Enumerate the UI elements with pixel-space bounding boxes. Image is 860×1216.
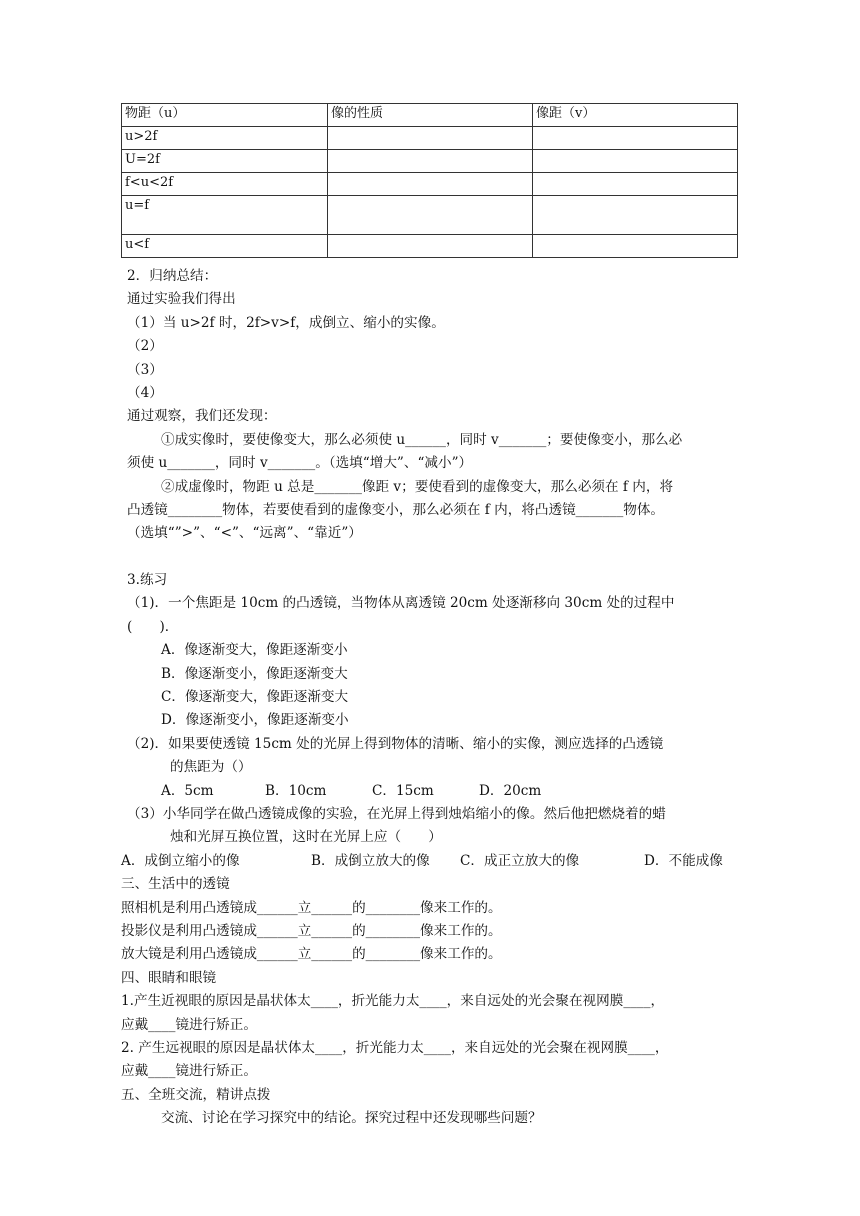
observation-1-line: ①成实像时，要使像变大，那么必须使 u______，同时 v_______；要使像变小，那么必 bbox=[161, 431, 683, 448]
table-cell: U=2f bbox=[122, 150, 328, 173]
summary-item: （3） bbox=[127, 361, 163, 378]
myopia-line: 1.产生近视眼的原因是晶状体太____，折光能力太____，来自远处的光会聚在视网膜____， bbox=[121, 993, 665, 1010]
practice-heading: 3.练习 bbox=[127, 571, 168, 588]
table-cell: u>2f bbox=[122, 127, 328, 150]
section-5-heading: 五、全班交流，精讲点拨 bbox=[121, 1086, 271, 1103]
observe-heading: 通过观察，我们还发现： bbox=[127, 408, 277, 425]
table-cell bbox=[533, 173, 738, 196]
question-2-option: B．10cm bbox=[265, 782, 327, 799]
question-1-stem: （1)．一个焦距是 10cm 的凸透镜，当物体从离透镜 20cm 处逐渐移向 30cm 处的过程中 bbox=[127, 595, 675, 612]
observation-2-line: （选填“”>”、“<”、“远离”、“靠近”） bbox=[127, 525, 362, 542]
lens-imaging-table bbox=[121, 103, 738, 258]
myopia-line: 应戴____镜进行矫正。 bbox=[121, 1016, 257, 1033]
lens-use-line: 投影仪是利用凸透镜成______立______的________像来工作的。 bbox=[121, 922, 502, 939]
table-row bbox=[122, 235, 738, 258]
summary-item: （2） bbox=[127, 338, 163, 355]
header-object-distance: 物距（u） bbox=[122, 104, 328, 127]
table-row bbox=[122, 150, 738, 173]
header-image-distance: 像距（v） bbox=[533, 104, 738, 127]
question-2-stem: （2)．如果要使透镜 15cm 处的光屏上得到物体的清晰、缩小的实像，测应选择的凸透镜 bbox=[127, 735, 664, 752]
lens-use-line: 照相机是利用凸透镜成______立______的________像来工作的。 bbox=[121, 899, 502, 916]
table-cell bbox=[328, 196, 533, 235]
table-cell bbox=[328, 173, 533, 196]
table-cell bbox=[533, 127, 738, 150]
summary-heading: 2．归纳总结： bbox=[127, 268, 218, 284]
question-3-options bbox=[121, 850, 747, 873]
spacer bbox=[127, 546, 747, 569]
hyperopia-line: 应戴____镜进行矫正。 bbox=[121, 1063, 257, 1080]
document-body bbox=[121, 265, 747, 1131]
summary-item: （4） bbox=[127, 385, 163, 402]
question-2-option: C．15cm bbox=[372, 782, 434, 799]
observation-2-line: ②成虚像时，物距 u 总是_______像距 v；要使看到的虚像变大，那么必须在 f 内，将 bbox=[161, 478, 674, 495]
table-row bbox=[122, 196, 738, 235]
table-cell: f<u<2f bbox=[122, 173, 328, 196]
table-cell bbox=[533, 196, 738, 235]
section-4-heading: 四、眼睛和眼镜 bbox=[121, 969, 217, 986]
question-3-option: C．成正立放大的像 bbox=[460, 852, 580, 869]
question-1-option: A．像逐渐变大，像距逐渐变小 bbox=[161, 642, 348, 659]
table-cell bbox=[328, 235, 533, 258]
question-1-stem: ( )． bbox=[127, 618, 179, 635]
question-1-option: B．像逐渐变小，像距逐渐变大 bbox=[161, 665, 348, 682]
question-3-stem: （3）小华同学在做凸透镜成像的实验，在光屏上得到烛焰缩小的像。然后他把燃烧着的蜡 bbox=[127, 805, 666, 822]
question-3-stem: 烛和光屏互换位置，这时在光屏上应（ ） bbox=[170, 829, 442, 846]
question-3-option: A．成倒立缩小的像 bbox=[121, 852, 240, 869]
question-2-options bbox=[127, 780, 747, 803]
table-cell: u=f bbox=[122, 196, 328, 235]
question-2-option: A．5cm bbox=[161, 782, 214, 799]
hyperopia-line: 2. 产生远视眼的原因是晶状体太____，折光能力太____，来自远处的光会聚在视网膜____， bbox=[121, 1040, 669, 1056]
table-header-row bbox=[122, 104, 738, 127]
table-cell bbox=[328, 127, 533, 150]
table-cell bbox=[328, 150, 533, 173]
question-1-option: D．像逐渐变小，像距逐渐变小 bbox=[161, 712, 349, 729]
question-3-option: D．不能成像 bbox=[644, 852, 723, 869]
question-2-option: D．20cm bbox=[479, 782, 542, 799]
header-image-nature: 像的性质 bbox=[328, 104, 533, 127]
table-cell bbox=[533, 150, 738, 173]
question-1-option: C．像逐渐变大，像距逐渐变大 bbox=[161, 688, 349, 705]
table-cell bbox=[533, 235, 738, 258]
table-row bbox=[122, 127, 738, 150]
question-3-option: B．成倒立放大的像 bbox=[311, 852, 430, 869]
question-2-stem: 的焦距为（） bbox=[170, 759, 252, 776]
section-5-line: 交流、讨论在学习探究中的结论。探究过程中还发现哪些问题？ bbox=[161, 1110, 542, 1127]
observation-2-line: 凸透镜________物体，若要使看到的虚像变小，那么必须在 f 内，将凸透镜_______物体。 bbox=[127, 502, 665, 519]
summary-intro: 通过实验我们得出 bbox=[127, 291, 236, 308]
section-3-heading: 三、生活中的透镜 bbox=[121, 876, 230, 893]
lens-use-line: 放大镜是利用凸透镜成______立______的________像来工作的。 bbox=[121, 946, 502, 963]
summary-item: （1）当 u>2f 时，2f>v>f，成倒立、缩小的实像。 bbox=[127, 314, 445, 331]
table-row bbox=[122, 173, 738, 196]
observation-1-line: 须使 u_______，同时 v_______。（选填“增大”、“减小”） bbox=[127, 455, 473, 472]
table-cell: u<f bbox=[122, 235, 328, 258]
